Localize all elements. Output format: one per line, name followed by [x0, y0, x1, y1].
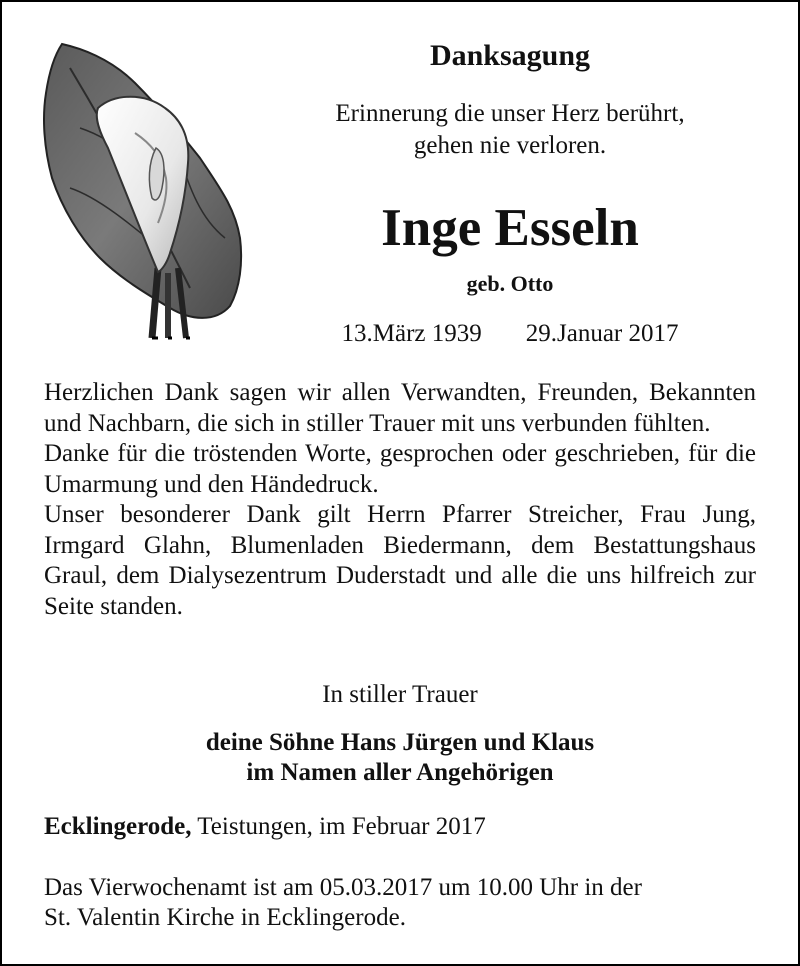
thanks-text [44, 378, 756, 622]
note-line: St. Valentin Kirche in Ecklingerode. [44, 904, 406, 931]
verse-line: Erinnerung die unser Herz berührt, [335, 100, 685, 127]
thanks-paragraph: Danke für die tröstenden Worte, gesprochen oder geschrieben, für die Umarmung und den Händedruck. [44, 440, 756, 498]
place-date [44, 812, 756, 842]
verse [290, 98, 730, 162]
note-line: Das Vierwochenamt ist am 05.03.2017 um 10.00 Uhr in der [44, 874, 642, 901]
place-bold: Ecklingerode, [44, 813, 192, 840]
page-title: Danksagung [429, 39, 591, 72]
thanks-paragraph: Herzlichen Dank sagen wir allen Verwandten, Freunden, Bekannten und Nachbarn, die sich in stiller Trauer mit uns verbunden fühlten. [44, 379, 756, 437]
signature-line: deine Söhne Hans Jürgen und Klaus [205, 729, 595, 756]
life-dates [290, 318, 730, 350]
place-rest: Teistungen, im Februar 2017 [191, 813, 486, 840]
birth-name: geb. Otto [466, 271, 554, 296]
signature-intro: In stiller Trauer [322, 681, 478, 708]
signature-line: im Namen aller Angehörigen [246, 759, 554, 786]
header [290, 36, 730, 350]
deceased-name: Inge Esseln [381, 199, 639, 257]
thanks-paragraph: Unser besonderer Dank gilt Herrn Pfarrer Streicher, Frau Jung, Irmgard Glahn, Blumenladen Biedermann, dem Bestattungshaus Graul, dem Dialysezentrum Duderstadt und alle die uns hilfreich zur Seite standen. [44, 501, 756, 620]
calla-lily-icon [40, 38, 260, 348]
birth-date: 13.März 1939 [341, 320, 482, 347]
signature-names [0, 728, 800, 788]
death-date: 29.Januar 2017 [525, 320, 679, 347]
mass-note [44, 873, 756, 933]
verse-line: gehen nie verloren. [413, 132, 607, 159]
